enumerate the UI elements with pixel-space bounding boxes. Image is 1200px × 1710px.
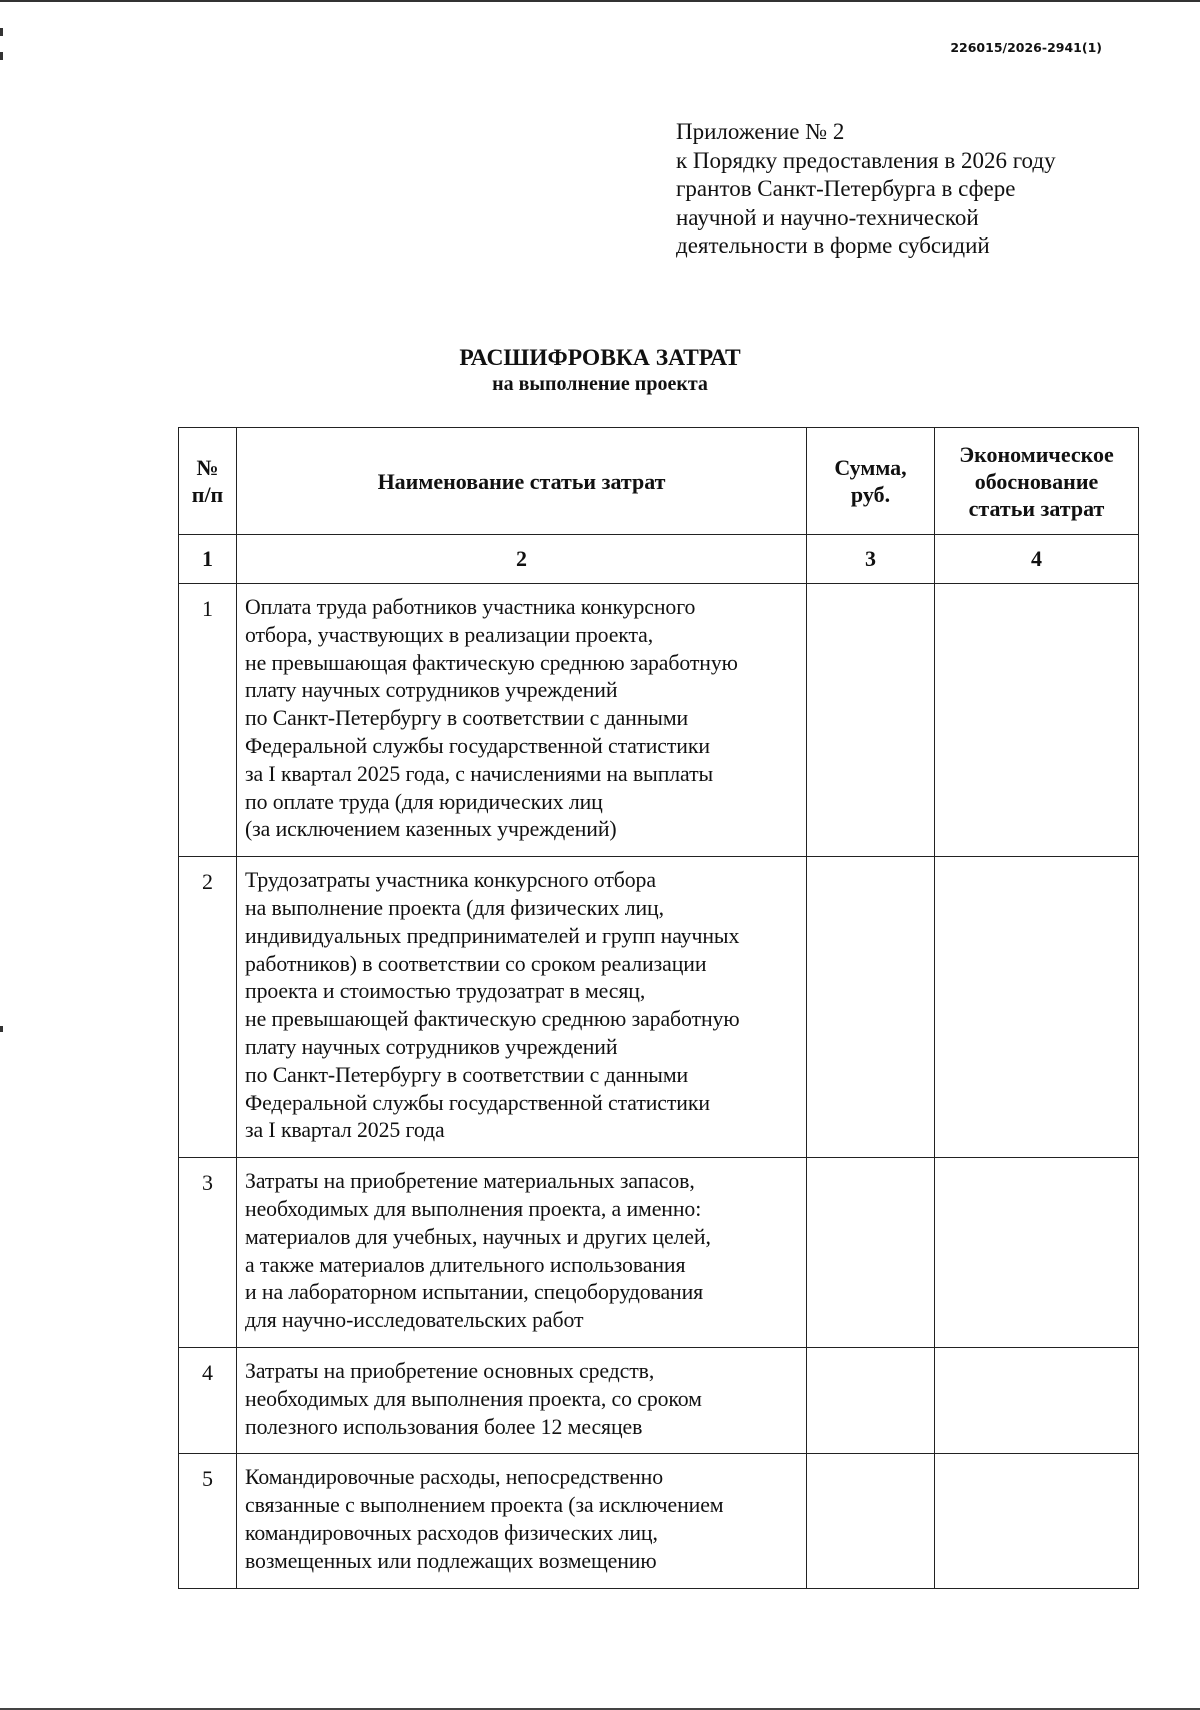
row-number: 3 <box>179 1158 237 1348</box>
sum-cell <box>807 857 935 1158</box>
cost-item-name: Командировочные расходы, непосредственно связанные с выполнением проекта (за исключением командировочных расходов физических лиц, возмещенных или подлежащих возмещению <box>237 1454 807 1588</box>
table-header-row <box>179 428 1139 535</box>
header-sum: Сумма, руб. <box>807 428 935 535</box>
row-number: 5 <box>179 1454 237 1588</box>
cost-item-name: Затраты на приобретение материальных запасов, необходимых для выполнения проекта, а именно: материалов для учебных, научных и других целей, а также материалов длительного использования и на лабораторном испытании, спецоборудования для научно-исследовательских работ <box>237 1158 807 1348</box>
row-number: 1 <box>179 584 237 857</box>
justification-cell <box>935 1158 1139 1348</box>
column-number-row <box>179 535 1139 584</box>
table-row <box>179 584 1139 857</box>
sum-cell <box>807 1454 935 1588</box>
justification-cell <box>935 1454 1139 1588</box>
scan-edge-mark <box>0 1026 3 1032</box>
header-name: Наименование статьи затрат <box>237 428 807 535</box>
cost-item-name: Оплата труда работников участника конкурсного отбора, участвующих в реализации проекта, не превышающая фактическую среднюю заработную плату научных сотрудников учреждений по Санкт-Петербургу в соответствии с данными Федеральной службы государственной статистики за I квартал 2025 года, с начислениями на выплаты по оплате труда (для юридических лиц (за исключением казенных учреждений) <box>237 584 807 857</box>
scan-edge-mark <box>0 28 3 36</box>
scan-top-edge <box>0 0 1200 2</box>
row-number: 2 <box>179 857 237 1158</box>
cost-item-name: Трудозатраты участника конкурсного отбора на выполнение проекта (для физических лиц, индивидуальных предпринимателей и групп научных работников) в соответствии со сроком реализации проекта и стоимостью трудозатрат в месяц, не превышающей фактическую среднюю заработную плату научных сотрудников учреждений по Санкт-Петербургу в соответствии с данными Федеральной службы государственной статистики за I квартал 2025 года <box>237 857 807 1158</box>
document-subtitle: на выполнение проекта <box>492 373 708 395</box>
table-row <box>179 1158 1139 1348</box>
column-number: 2 <box>237 535 807 584</box>
sum-cell <box>807 584 935 857</box>
document-id: 226015/2026-2941(1) <box>950 40 1102 55</box>
column-number: 3 <box>807 535 935 584</box>
appendix-block <box>676 118 1056 261</box>
column-number: 1 <box>179 535 237 584</box>
cost-breakdown-table <box>178 427 1139 1589</box>
appendix-line: научной и научно-технической <box>676 204 979 230</box>
table-row <box>179 1454 1139 1588</box>
appendix-line: грантов Санкт-Петербурга в сфере <box>676 176 1016 201</box>
table-row <box>179 857 1139 1158</box>
justification-cell <box>935 857 1139 1158</box>
appendix-line: деятельности в форме субсидий <box>676 233 990 258</box>
justification-cell <box>935 1347 1139 1453</box>
appendix-line: к Порядку предоставления в 2026 году <box>676 147 1056 173</box>
header-num: № п/п <box>179 428 237 535</box>
sum-cell <box>807 1158 935 1348</box>
row-number: 4 <box>179 1347 237 1453</box>
appendix-line: Приложение № 2 <box>676 119 845 144</box>
justification-cell <box>935 584 1139 857</box>
header-justification: Экономическое обоснование статьи затрат <box>935 428 1139 535</box>
table-row <box>179 1347 1139 1453</box>
scan-edge-mark <box>0 52 3 60</box>
sum-cell <box>807 1347 935 1453</box>
cost-item-name: Затраты на приобретение основных средств, необходимых для выполнения проекта, со сроком полезного использования более 12 месяцев <box>237 1347 807 1453</box>
column-number: 4 <box>935 535 1139 584</box>
document-title: РАСШИФРОВКА ЗАТРАТ <box>459 345 741 371</box>
